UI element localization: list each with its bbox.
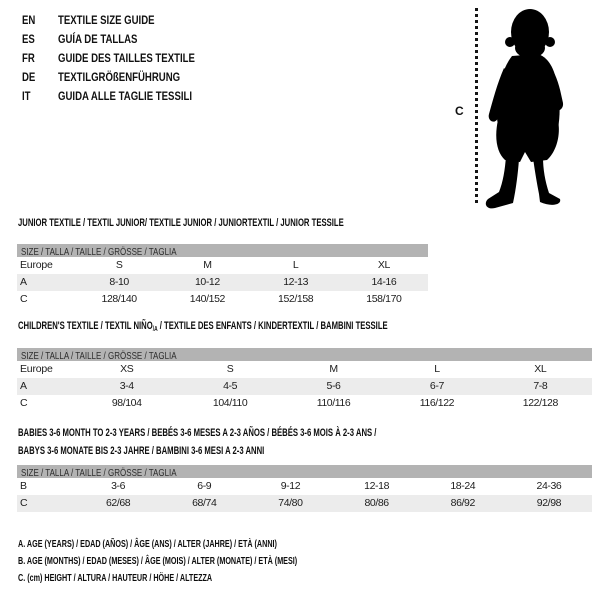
size-cell: 140/152 xyxy=(189,293,225,305)
footnote-age-months xyxy=(18,553,406,570)
babies-title-line2: BABYS 3-6 MONATE BIS 2-3 JAHRE / BAMBINI 3-6 MESI A 2-3 ANNI xyxy=(18,445,265,457)
language-code xyxy=(22,68,58,87)
size-cell: 116/122 xyxy=(419,397,455,409)
children-title-post: / TEXTILE DES ENFANTS / KINDERTEXTIL / BAMBINI TESSILE xyxy=(157,320,388,332)
footnote-legend xyxy=(18,536,406,587)
language-code-text: EN xyxy=(22,13,36,27)
table-row-europe xyxy=(17,257,428,274)
size-cell: 122/128 xyxy=(522,397,558,409)
size-cell: 92/98 xyxy=(536,497,562,509)
size-cell: 18-24 xyxy=(450,480,476,492)
height-measure-label: C xyxy=(455,104,464,118)
language-code xyxy=(22,49,58,68)
junior-section-title xyxy=(18,217,483,229)
size-header-bar xyxy=(17,348,592,361)
footnote-text: C. (cm) HEIGHT / ALTURA / HAUTEUR / HÖHE / ALTEZZA xyxy=(18,573,213,584)
language-code-text: IT xyxy=(22,89,31,103)
junior-section-title-text: JUNIOR TEXTILE / TEXTIL JUNIOR/ TEXTILE JUNIOR / JUNIORTEXTIL / JUNIOR TESSILE xyxy=(18,217,344,229)
children-title-subscript: /A xyxy=(152,326,158,333)
size-cell: 12-13 xyxy=(283,276,309,288)
size-cell: M xyxy=(203,259,212,271)
table-row-europe xyxy=(17,361,592,378)
size-cell: 6-7 xyxy=(429,380,444,392)
size-cell: 158/170 xyxy=(366,293,402,305)
size-cell: 14-16 xyxy=(371,276,397,288)
size-cell: 8-10 xyxy=(109,276,129,288)
height-measure-dashed-line xyxy=(475,8,478,206)
size-header-bar xyxy=(17,465,592,478)
size-cell: XL xyxy=(534,363,547,375)
language-row xyxy=(22,49,229,68)
size-cell: XL xyxy=(377,259,390,271)
children-title-pre: CHILDREN'S TEXTILE / TEXTIL NIÑO xyxy=(18,320,153,332)
toddler-silhouette-icon xyxy=(484,6,596,210)
size-cell: 110/116 xyxy=(316,397,351,409)
size-cell: L xyxy=(434,363,440,375)
row-label: A xyxy=(20,276,27,288)
size-cell: 62/68 xyxy=(105,497,131,509)
language-title-block xyxy=(22,11,229,106)
children-size-table xyxy=(17,348,592,412)
table-row-age xyxy=(17,378,592,395)
row-label: Europe xyxy=(20,363,53,375)
size-cell: 80/86 xyxy=(364,497,389,509)
footnote-age-years xyxy=(18,536,406,553)
junior-size-table xyxy=(17,244,428,308)
language-title xyxy=(58,11,229,30)
size-cell: 9-12 xyxy=(280,480,301,492)
size-cell: 24-36 xyxy=(536,480,562,492)
size-cell: 10-12 xyxy=(194,276,220,288)
size-cell: 4-5 xyxy=(223,380,238,392)
size-cell: 86/92 xyxy=(450,497,475,509)
language-title-text: GUÍA DE TALLAS xyxy=(58,32,138,46)
language-row xyxy=(22,30,229,49)
babies-title-line1: BABIES 3-6 MONTH TO 2-3 YEARS / BEBÉS 3-6 MESES A 2-3 AÑOS / BÉBÉS 3-6 MOIS À 2-3 ANS / xyxy=(18,427,377,439)
language-row xyxy=(22,11,229,30)
table-row-height xyxy=(17,291,428,308)
language-code xyxy=(22,87,58,106)
size-cell: 12-18 xyxy=(364,480,390,492)
language-code xyxy=(22,11,58,30)
size-cell: L xyxy=(292,259,299,271)
language-row xyxy=(22,87,229,106)
language-code xyxy=(22,30,58,49)
language-title xyxy=(58,87,229,106)
row-label: C xyxy=(20,497,28,509)
row-label: C xyxy=(20,397,28,409)
size-header-label: SIZE / TALLA / TAILLE / GRÖSSE / TAGLIA xyxy=(21,247,177,257)
size-cell: S xyxy=(226,363,234,375)
size-cell: XS xyxy=(120,363,134,375)
table-row-height xyxy=(17,395,592,412)
size-cell: 152/158 xyxy=(278,293,314,305)
language-code-text: FR xyxy=(22,51,35,65)
row-label: Europe xyxy=(20,259,53,271)
size-header-bar xyxy=(17,244,428,257)
babies-section-title xyxy=(18,424,530,460)
table-row-months xyxy=(17,478,592,495)
footnote-text: A. AGE (YEARS) / EDAD (AÑOS) / ÂGE (ANS) / ALTER (JAHRE) / ETÀ (ANNI) xyxy=(18,539,277,550)
children-section-title xyxy=(18,320,546,333)
size-cell: M xyxy=(329,363,338,375)
babies-size-table xyxy=(17,465,592,512)
children-section-title-text xyxy=(18,320,388,333)
language-code-text: ES xyxy=(22,32,35,46)
language-title-text: GUIDA ALLE TAGLIE TESSILI xyxy=(58,89,193,103)
size-cell: 98/104 xyxy=(111,397,142,409)
row-label: C xyxy=(20,293,28,305)
size-cell: 104/110 xyxy=(212,397,248,409)
size-cell: 7-8 xyxy=(533,380,548,392)
size-cell: S xyxy=(115,259,123,271)
size-header-label: SIZE / TALLA / TAILLE / GRÖSSE / TAGLIA xyxy=(21,351,177,361)
table-row-age xyxy=(17,274,428,291)
footnote-text: B. AGE (MONTHS) / EDAD (MESES) / ÂGE (MOIS) / ALTER (MONATE) / ETÀ (MESI) xyxy=(18,556,298,567)
footnote-height xyxy=(18,570,406,587)
size-header-label: SIZE / TALLA / TAILLE / GRÖSSE / TAGLIA xyxy=(21,468,177,478)
language-code-text: DE xyxy=(22,70,36,84)
row-label: A xyxy=(20,380,27,392)
size-cell: 3-4 xyxy=(119,380,134,392)
table-row-height xyxy=(17,495,592,512)
size-cell: 5-6 xyxy=(326,380,341,392)
language-title-text: TEXTILE SIZE GUIDE xyxy=(58,13,155,27)
language-title xyxy=(58,49,229,68)
row-label: B xyxy=(20,480,27,492)
language-title xyxy=(58,30,229,49)
language-title-text: GUIDE DES TAILLES TEXTILE xyxy=(58,51,195,65)
size-cell: 128/140 xyxy=(101,293,137,305)
language-row xyxy=(22,68,229,87)
language-title-text: TEXTILGRÖßENFÜHRUNG xyxy=(58,70,181,84)
language-title xyxy=(58,68,229,87)
size-cell: 68/74 xyxy=(192,497,217,509)
size-cell: 6-9 xyxy=(197,480,212,492)
size-cell: 3-6 xyxy=(111,480,126,492)
size-cell: 74/80 xyxy=(278,497,303,509)
